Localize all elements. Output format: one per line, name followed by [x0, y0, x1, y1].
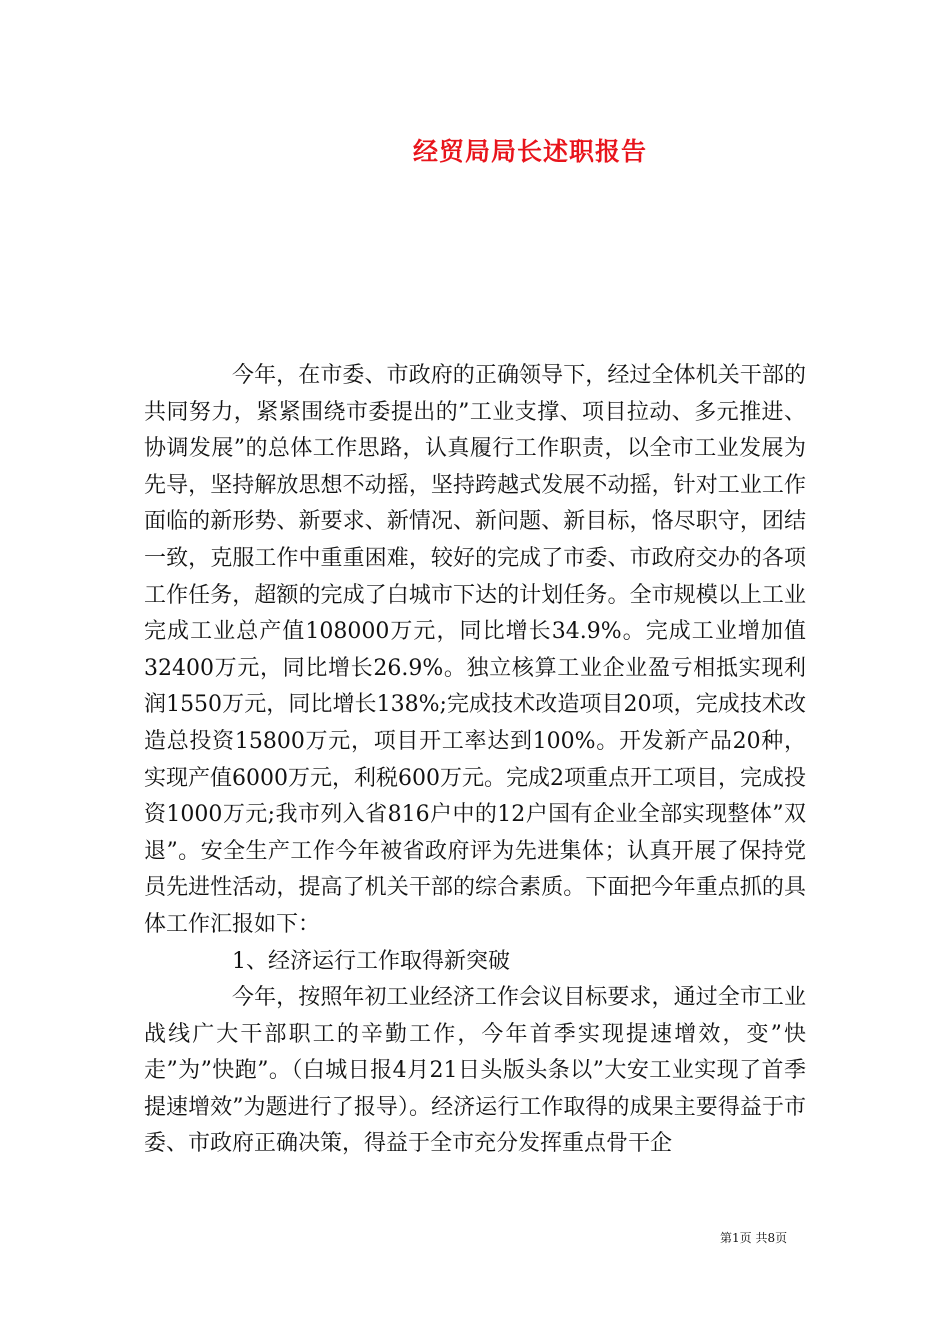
section-heading-1: 1、经济运行工作取得新突破: [232, 948, 510, 974]
page-title: 经贸局局长述职报告: [412, 137, 647, 166]
paragraph-section-1: 今年，按照年初工业经济工作会议目标要求，通过全市工业战线广大干部职工的辛勤工作，今年首季实现提速增效，变”快走”为”快跑”。（白城日报4月21日头版头条以”大安工业实现了首季提速增效”为题进行了报导）。经济运行工作取得的成果主要得益于市委、市政府正确决策，得益于全市充分发挥重点骨干企: [144, 985, 806, 1157]
paragraph-intro: 今年，在市委、市政府的正确领导下，经过全体机关干部的共同努力，紧紧围绕市委提出的”工业支撑、项目拉动、多元推进、协调发展”的总体工作思路，认真履行工作职责，以全市工业发展为先导，坚持解放思想不动摇，坚持跨越式发展不动摇，针对工业工作面临的新形势、新要求、新情况、新问题、新目标，恪尽职守，团结一致，克服工作中重重困难，较好的完成了市委、市政府交办的各项工作任务，超额的完成了白城市下达的计划任务。全市规模以上工业完成工业总产值108000万元，同比增长34.9%。完成工业增加值32400万元，同比增长26.9%。独立核算工业企业盈亏相抵实现利润1550万元，同比增长138%;完成技术改造项目20项，完成技术改造总投资15800万元，项目开工率达到100%。开发新产品20种，实现产值6000万元，利税600万元。完成2项重点开工项目，完成投资1000万元;我市列入省816户中的12户国有企业全部实现整体”双退”。安全生产工作今年被省政府评为先进集体；认真开展了保持党员先进性活动，提高了机关干部的综合素质。下面把今年重点抓的具体工作汇报如下：: [144, 363, 806, 937]
page-footer: 第1页 共8页: [720, 1231, 788, 1245]
document-body: [144, 358, 806, 1163]
